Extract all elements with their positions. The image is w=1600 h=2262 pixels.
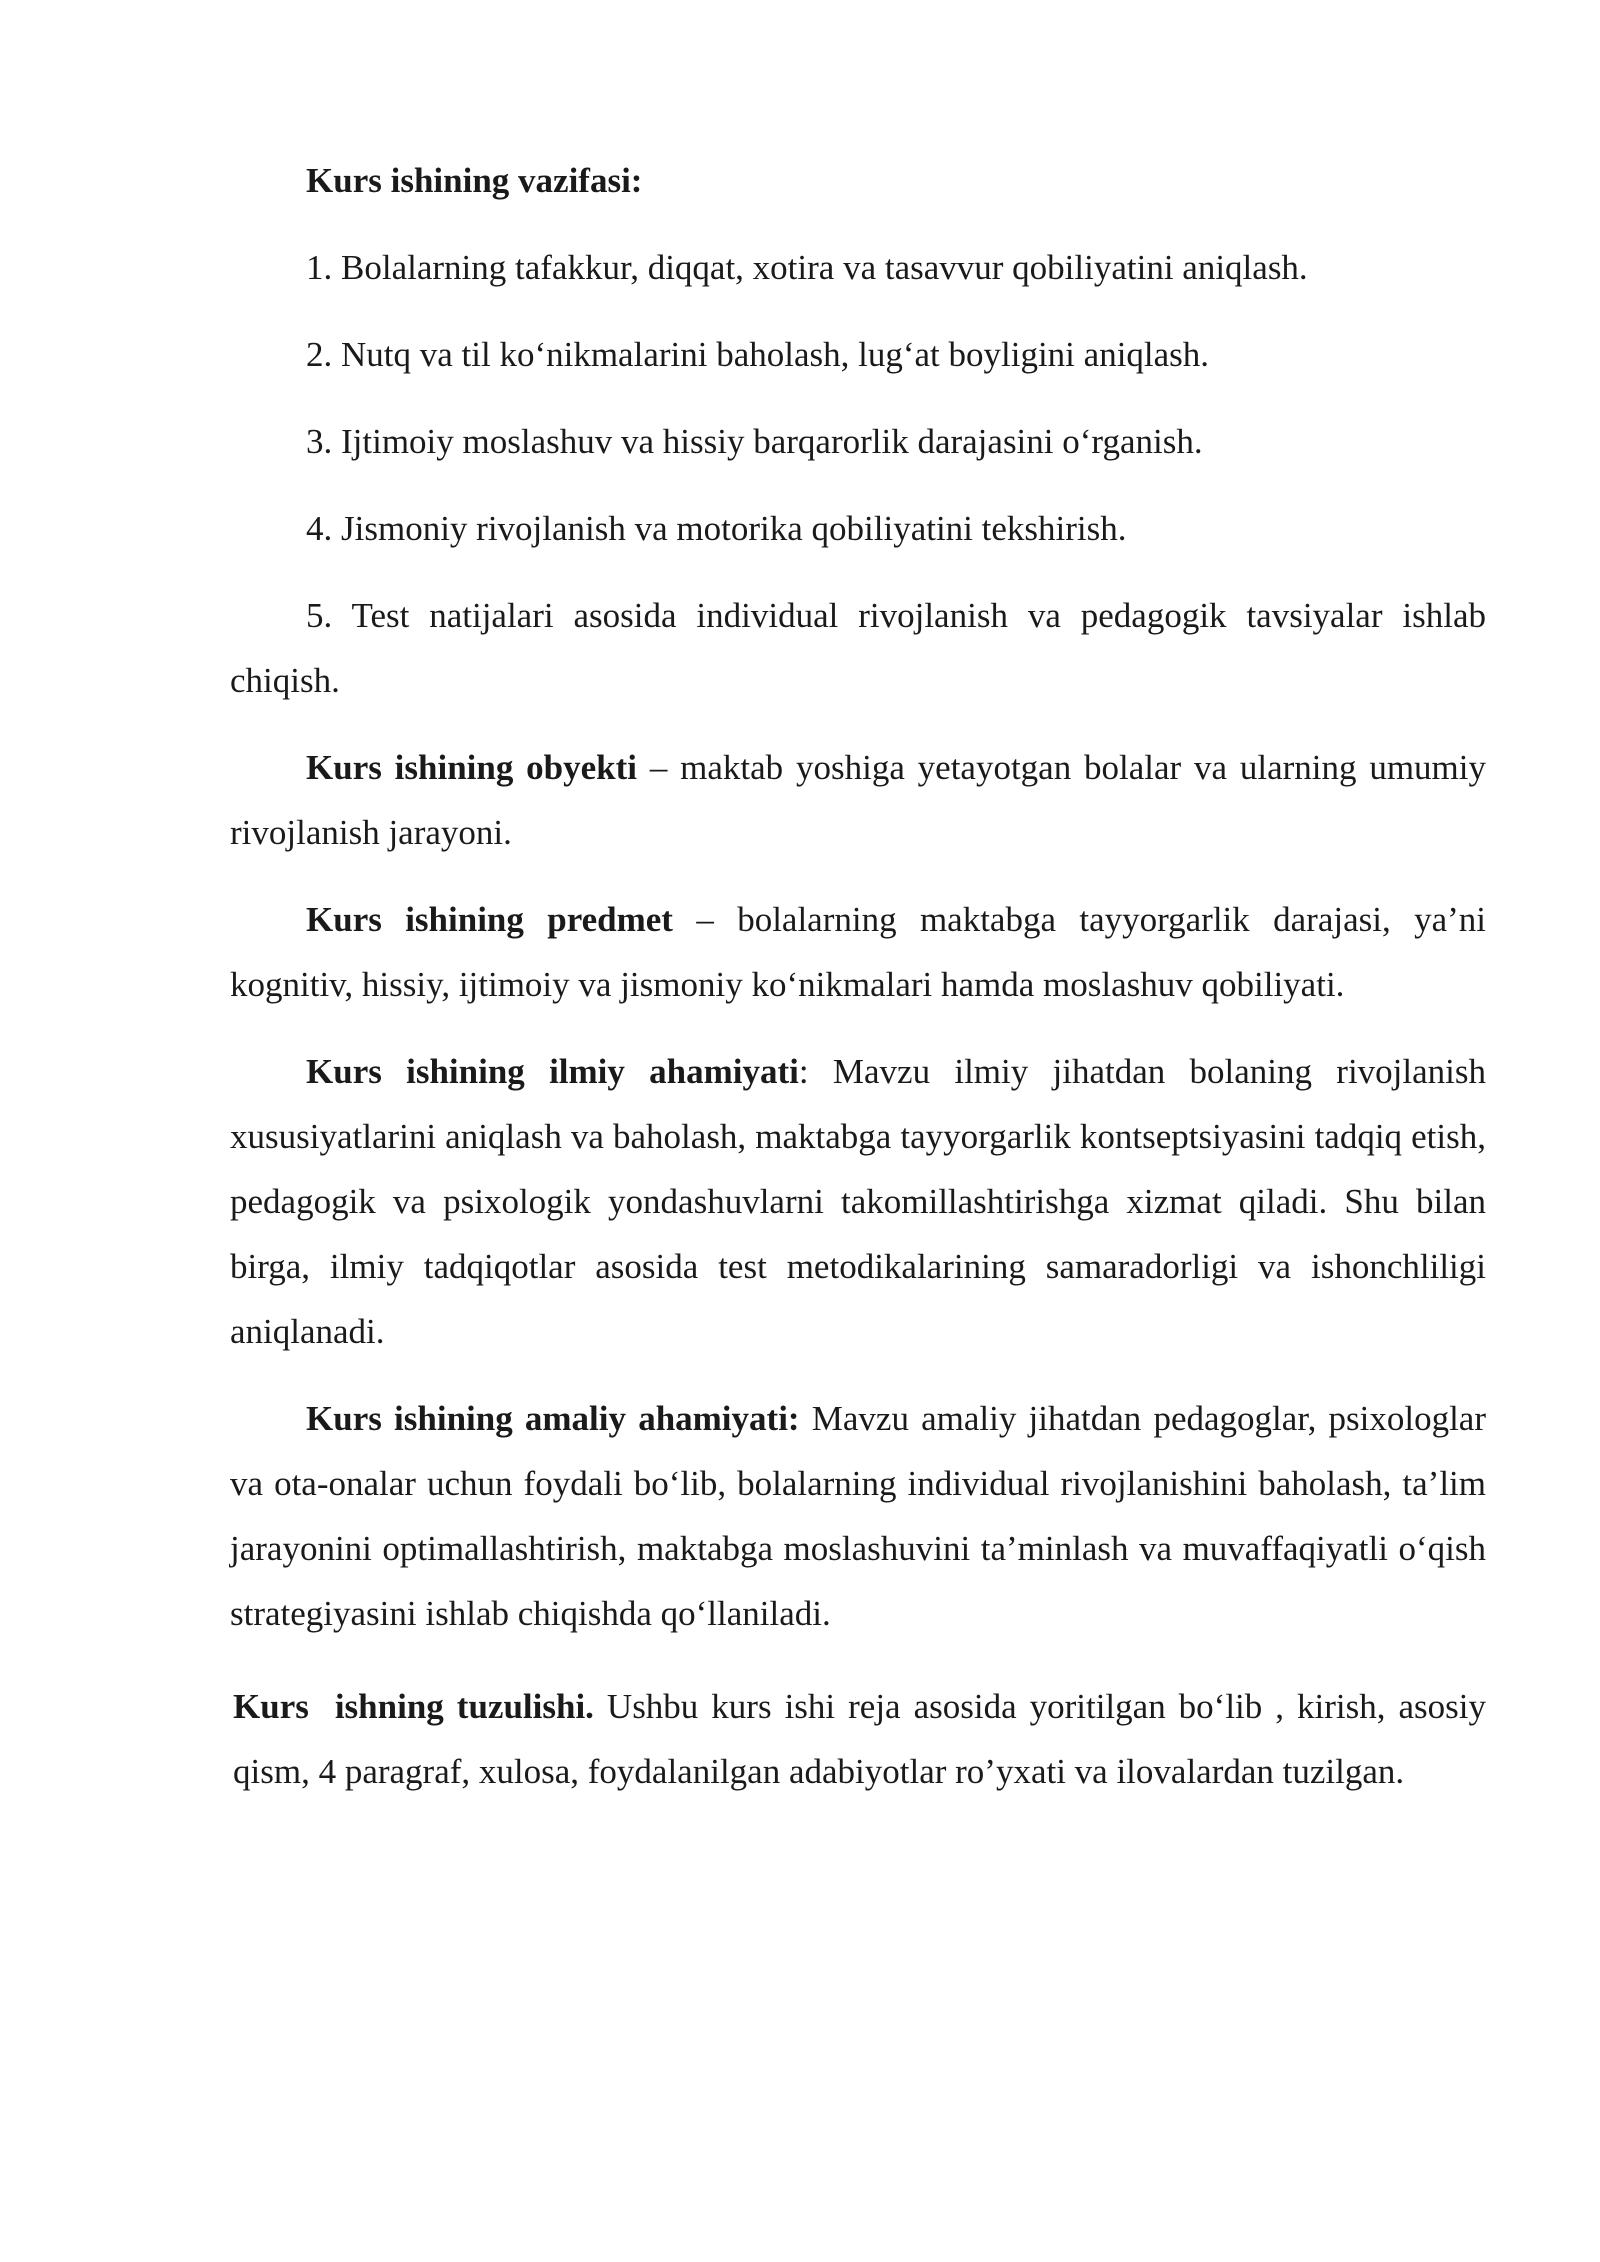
document-body [230, 148, 1486, 1804]
task-item-4: 4. Jismoniy rivojlanish va motorika qobiliyatini tekshirish. [306, 509, 1127, 548]
object-text: – maktab yoshiga yetayotgan bolalar va ularning umumiy rivojlanish jarayoni. [230, 748, 1486, 852]
structure-text: Ushbu kurs ishi reja asosida yoritilgan bo‘lib , kirish, asosiy qism, 4 paragraf, xulosa, foydalanilgan adabiyotlar ro’yxati va ilovalardan tuzilgan. [233, 1687, 1486, 1791]
task-item-1: 1. Bolalarning tafakkur, diqqat, xotira va tasavvur qobiliyatini aniqlash. [306, 248, 1308, 287]
task-item-5: 5. Test natijalari asosida individual rivojlanish va pedagogik tavsiyalar ishlab chiqish. [230, 596, 1486, 700]
practical-significance-term: Kurs ishining amaliy ahamiyati: [306, 1399, 800, 1438]
structure-paragraph [230, 1674, 1486, 1804]
practical-significance-paragraph [230, 1386, 1486, 1646]
object-paragraph [230, 735, 1486, 865]
subject-term: Kurs ishining predmet [306, 900, 673, 939]
task-item-2: 2. Nutq va til ko‘nikmalarini baholash, lug‘at boyligini aniqlash. [306, 335, 1210, 374]
subject-paragraph [230, 887, 1486, 1017]
object-term: Kurs ishining obyekti [306, 748, 638, 787]
scientific-significance-paragraph [230, 1039, 1486, 1364]
scientific-significance-text: : Mavzu ilmiy jihatdan bolaning rivojlanish xususiyatlarini aniqlash va baholash, maktabga tayyorgarlik kontseptsiyasini tadqiq etish, pedagogik va psixologik yondashuvlarni takomillashtirishga xizmat qiladi. Shu bilan birga, ilmiy tadqiqotlar asosida test metodikalarining samaradorligi va ishonchliligi aniqlanadi. [230, 1052, 1486, 1351]
practical-significance-text: Mavzu amaliy jihatdan pedagoglar, psixologlar va ota-onalar uchun foydali bo‘lib, bolalarning individual rivojlanishini baholash, ta’lim jarayonini optimallashtirish, maktabga moslashuvini ta’minlash va muvaffaqiyatli o‘qish strategiyasini ishlab chiqishda qo‘llaniladi. [230, 1399, 1486, 1633]
task-item-3: 3. Ijtimoiy moslashuv va hissiy barqarorlik darajasini o‘rganish. [306, 422, 1203, 461]
structure-term: Kurs ishning tuzulishi. [233, 1687, 594, 1726]
section-heading: Kurs ishining vazifasi: [306, 161, 643, 200]
subject-text: – bolalarning maktabga tayyorgarlik darajasi, ya’ni kognitiv, hissiy, ijtimoiy va jismoniy ko‘nikmalari hamda moslashuv qobiliyati. [230, 900, 1486, 1004]
scientific-significance-term: Kurs ishining ilmiy ahamiyati [306, 1052, 799, 1091]
